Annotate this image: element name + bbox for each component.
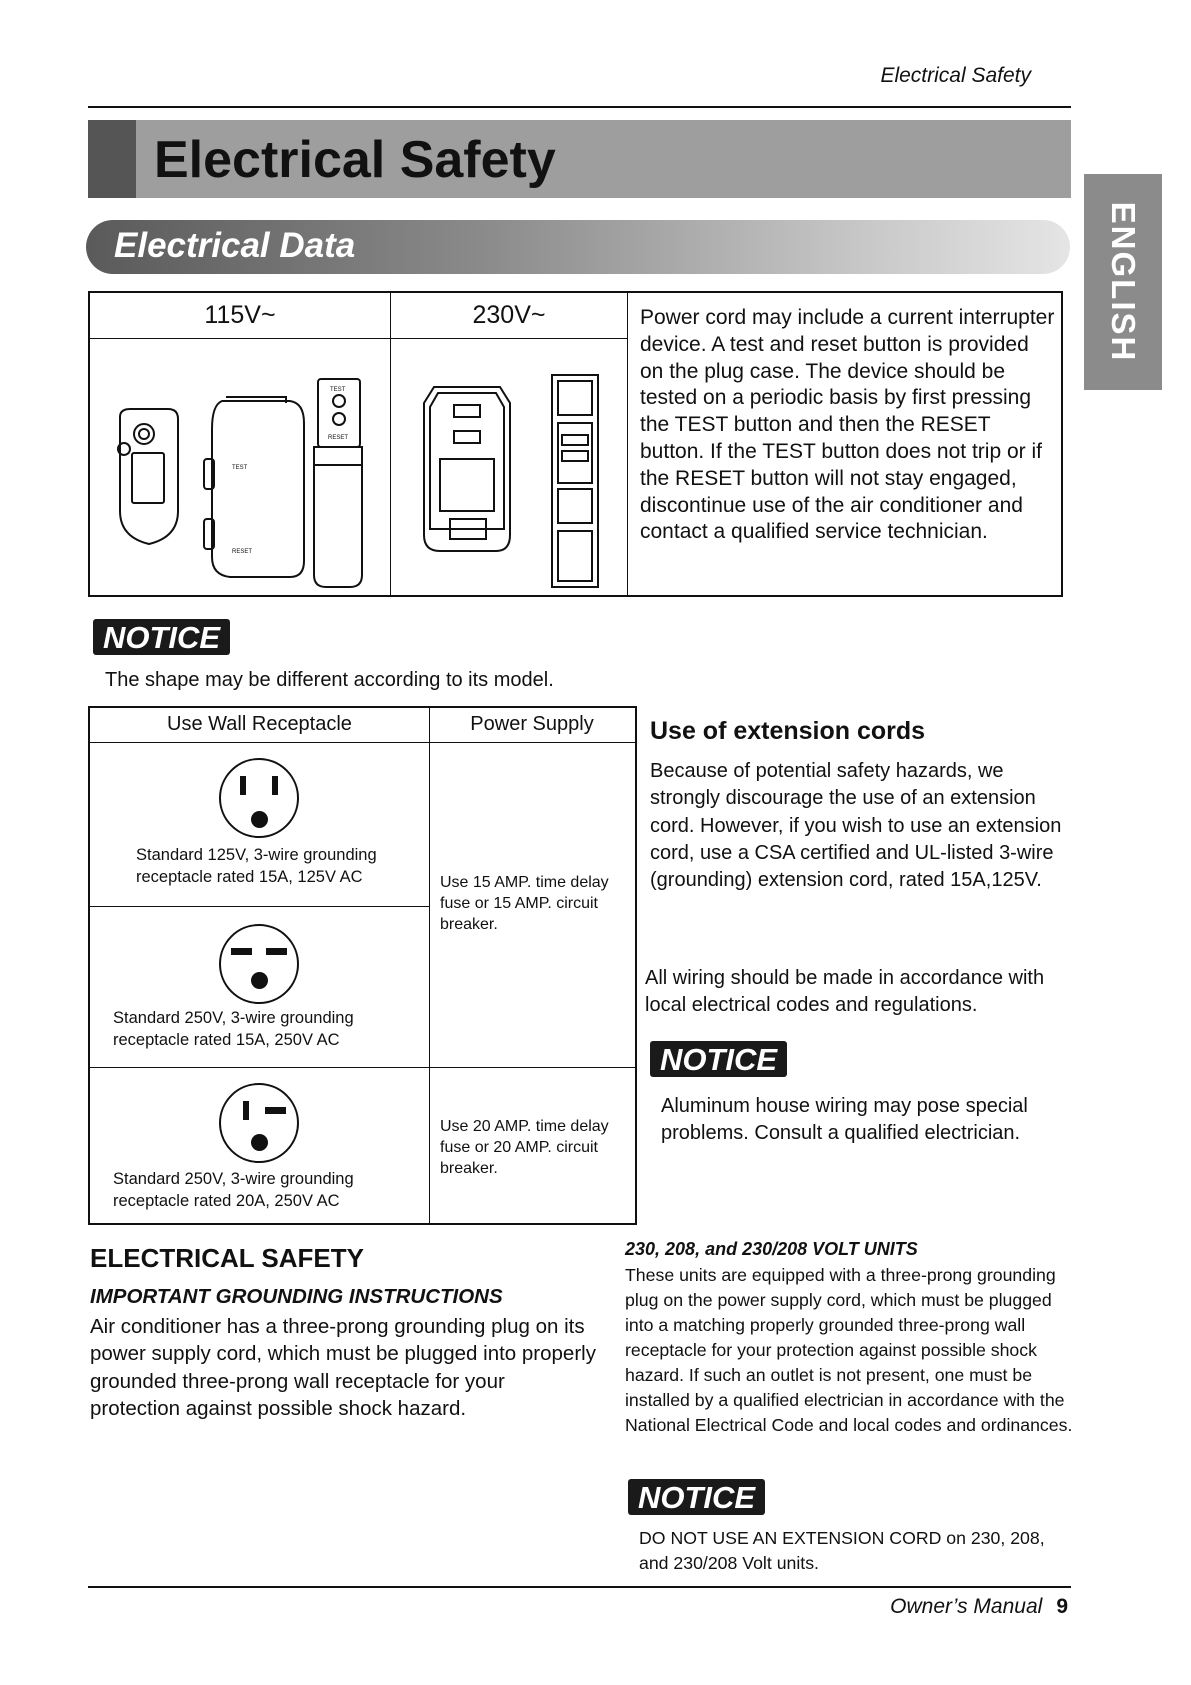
reset-label: RESET: [328, 435, 349, 441]
column-header-power-supply: Power Supply: [470, 713, 594, 735]
outlet-slot: [240, 776, 246, 795]
extension-cords-heading: Use of extension cords: [650, 717, 926, 745]
receptacle-250v-15a: Standard 250V, 3-wire grounding receptacle rated 15A, 250V AC: [113, 1009, 354, 1049]
outlet-slot: [272, 776, 278, 795]
gfci-description: Power cord may include a current interrupter device. A test and reset button is provided on the plug case. The device should be tested on a periodic basis by first pressing the TEST button and then the RESET button. If the TEST button does not trip or if the RESET button will not stay engaged, discontinue use of the air conditioner and contact a qualified service technician.: [640, 306, 1055, 544]
header-rule: [88, 106, 1071, 108]
page-title: Electrical Safety: [154, 131, 556, 189]
grounding-instructions-heading: IMPORTANT GROUNDING INSTRUCTIONS: [90, 1285, 503, 1308]
column-header-230v: 230V~: [472, 301, 546, 329]
outlet-ground: [251, 1134, 268, 1151]
reset-label: RESET: [232, 549, 253, 555]
grounding-instructions-body: Air conditioner has a three-prong grounding plug on its power supply cord, which must be plugged into properly grounded three-prong wall receptacle for your protection against possible shock hazard.: [90, 1315, 596, 1420]
no-extension-cord-note: DO NOT USE AN EXTENSION CORD on 230, 208, and 230/208 Volt units.: [639, 1528, 1045, 1573]
supply-20amp: Use 20 AMP. time delay fuse or 20 AMP. circuit breaker.: [440, 1118, 609, 1177]
page-number: 9: [1056, 1595, 1068, 1618]
outlet-250v-15a-icon: [219, 924, 299, 1004]
wiring-note: All wiring should be made in accordance with local electrical codes and regulations.: [645, 967, 1045, 1017]
outlet-ground: [251, 972, 268, 989]
receptacle-125v-15a: Standard 125V, 3-wire grounding receptacle rated 15A, 125V AC: [136, 846, 377, 886]
electrical-safety-heading: ELECTRICAL SAFETY: [90, 1243, 364, 1273]
column-header-115v: 115V~: [204, 301, 276, 329]
table-divider: [90, 742, 635, 743]
language-tab: [1084, 174, 1162, 390]
shape-note: The shape may be different according to its model.: [105, 669, 554, 691]
outlet-125v-15a-icon: [219, 758, 299, 838]
column-header-receptacle: Use Wall Receptacle: [167, 713, 352, 735]
outlet-slot: [265, 1107, 286, 1114]
section-title: Electrical Data: [114, 226, 356, 265]
outlet-slot: [231, 948, 252, 955]
footer-label: Owner’s Manual: [890, 1595, 1043, 1618]
outlet-slot: [243, 1101, 249, 1120]
table-divider: [429, 708, 430, 1223]
extension-cords-body: Because of potential safety hazards, we strongly discourage the use of an extension cord. However, if you wish to use an extension cord, use a CSA certified and UL-listed 3-wire (grounding) extension cord, rated 15A,125V.: [650, 760, 1062, 892]
plug-115v-illustrations: [100, 339, 388, 593]
aluminum-wiring-note: Aluminum house wiring may pose special problems. Consult a qualified electrician.: [661, 1095, 1028, 1145]
title-bar-tab: [88, 120, 136, 198]
page-footer: [890, 1595, 1068, 1619]
outlet-slot: [266, 948, 287, 955]
notice-badge: NOTICE: [628, 1479, 765, 1515]
notice-badge: NOTICE: [650, 1041, 787, 1077]
table-divider: [627, 293, 628, 595]
electrical-data-table: [88, 291, 1063, 597]
test-label: TEST: [232, 465, 248, 471]
language-tab-label: ENGLISH: [1105, 201, 1142, 363]
section-bar: [86, 220, 1070, 274]
table-divider: [90, 1067, 635, 1068]
running-header: Electrical Safety: [880, 64, 1031, 87]
footer-rule: [88, 1586, 1071, 1588]
outlet-ground: [251, 811, 268, 828]
volt-units-body: These units are equipped with a three-prong grounding plug on the power supply cord, which must be plugged into a matching properly grounded three-prong wall receptacle for your protection against possible shock hazard. If such an outlet is not present, one must be installed by a qualified electrician in accordance with the National Electrical Code and local codes and ordinances.: [625, 1265, 1073, 1435]
notice-badge: NOTICE: [93, 619, 230, 655]
supply-15amp: Use 15 AMP. time delay fuse or 15 AMP. circuit breaker.: [440, 874, 609, 933]
volt-units-heading: 230, 208, and 230/208 VOLT UNITS: [625, 1239, 918, 1259]
title-bar: [88, 120, 1071, 198]
receptacle-250v-20a: Standard 250V, 3-wire grounding receptacle rated 20A, 250V AC: [113, 1170, 354, 1210]
test-label: TEST: [330, 387, 346, 393]
outlet-250v-20a-icon: [219, 1083, 299, 1163]
plug-230v-illustrations: [392, 339, 626, 593]
receptacle-table: [88, 706, 637, 1225]
table-divider: [90, 906, 429, 907]
